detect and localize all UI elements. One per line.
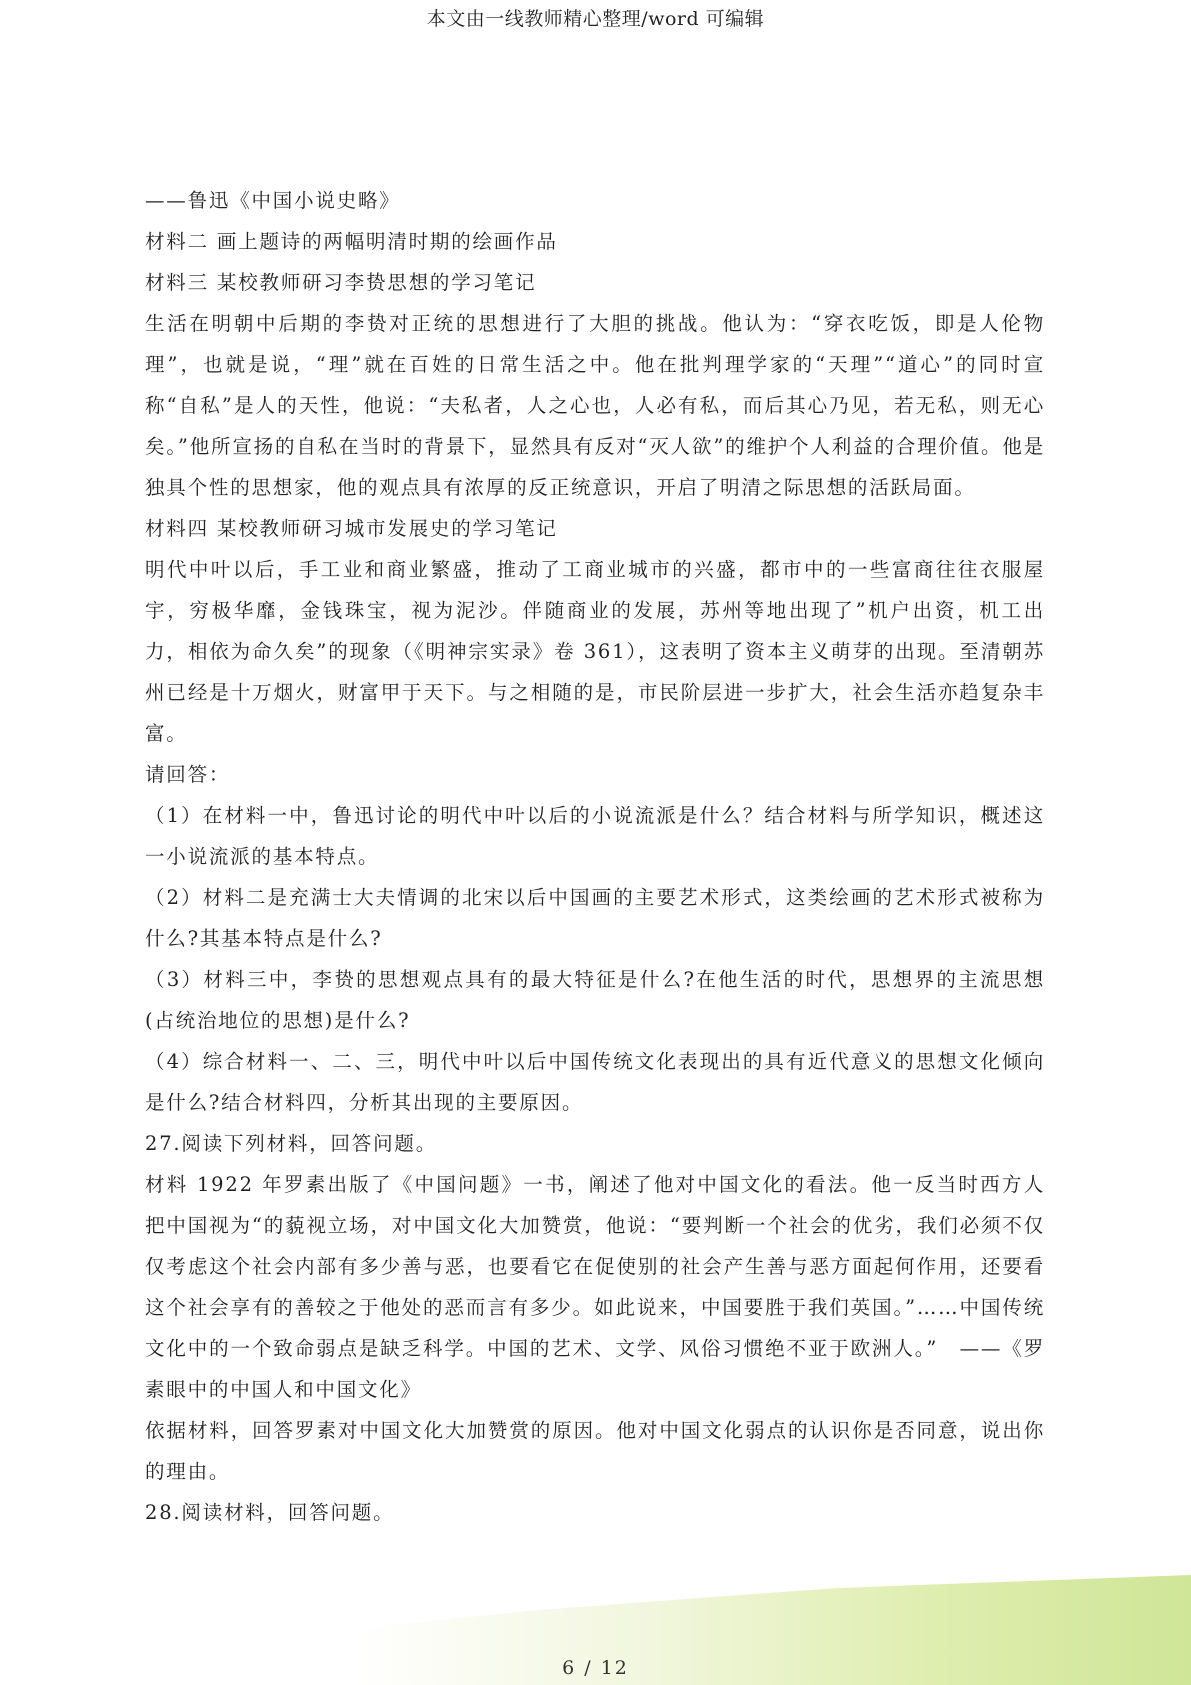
page-header: 本文由一线教师精心整理/word 可编辑 — [426, 8, 765, 30]
question-27-prompt: 依据材料，回答罗素对中国文化大加赞赏的原因。他对中国文化弱点的认识你是否同意，说出你的理由。 — [145, 1419, 1045, 1483]
question-4: （4）综合材料一、二、三，明代中叶以后中国传统文化表现出的具有近代意义的思想文化倾向是什么?结合材料四，分析其出现的主要原因。 — [145, 1050, 1045, 1114]
question-27-heading: 27.阅读下列材料，回答问题。 — [145, 1132, 438, 1155]
material-four-heading: 材料四 某校教师研习城市发展史的学习笔记 — [145, 517, 558, 540]
question-27-material: 材料 1922 年罗素出版了《中国问题》一书，阐述了他对中国文化的看法。他一反当时西方人把中国视为“的藐视立场，对中国文化大加赞赏，他说：“要判断一个社会的优劣，我们必须不仅仅考虑这个社会内部有多少善与恶，也要看它在促使别的社会产生善与恶方面起何作用，还要看这个社会享有的善较之于他处的恶而言有多少。如此说来，中国要胜于我们英国。”……中国传统文化中的一个致命弱点是缺乏科学。中国的艺术、文学、风俗习惯绝不亚于欧洲人。” ——《罗素眼中的中国人和中国文化》 — [145, 1173, 1045, 1401]
question-2: （2）材料二是充满士大夫情调的北宋以后中国画的主要艺术形式，这类绘画的艺术形式被称为什么?其基本特点是什么? — [145, 886, 1045, 950]
question-1: （1）在材料一中，鲁迅讨论的明代中叶以后的小说流派是什么？结合材料与所学知识，概述这一小说流派的基本特点。 — [145, 804, 1045, 868]
page-number: 6 / 12 — [562, 1657, 629, 1679]
material-three-heading: 材料三 某校教师研习李贽思想的学习笔记 — [145, 271, 537, 294]
material-two-heading: 材料二 画上题诗的两幅明清时期的绘画作品 — [145, 230, 558, 253]
question-3: （3）材料三中，李贽的思想观点具有的最大特征是什么?在他生活的时代，思想界的主流思想(占统治地位的思想)是什么? — [145, 968, 1045, 1032]
material-four-body: 明代中叶以后，手工业和商业繁盛，推动了工商业城市的兴盛，都市中的一些富商往往衣服屋宇，穷极华靡，金钱珠宝，视为泥沙。伴随商业的发展，苏州等地出现了”机户出资，机工出力，相依为命久矣”的现象（《明神宗实录》卷 361），这表明了资本主义萌芽的出现。至清朝苏州已经是十万烟火，财富甲于天下。与之相随的是，市民阶层进一步扩大，社会生活亦趋复杂丰富。 — [145, 558, 1045, 745]
document-body — [145, 180, 1045, 1533]
answer-prompt: 请回答： — [145, 763, 231, 786]
material-three-body: 生活在明朝中后期的李贽对正统的思想进行了大胆的挑战。他认为：“穿衣吃饭，即是人伦物理”，也就是说，“理”就在百姓的日常生活之中。他在批判理学家的“天理”“道心”的同时宣称“自私”是人的天性，他说：“夫私者，人之心也，人必有私，而后其心乃见，若无私，则无心矣。”他所宣扬的自私在当时的背景下，显然具有反对“灭人欲”的维护个人利益的合理价值。他是独具个性的思想家，他的观点具有浓厚的反正统意识，开启了明清之际思想的活跃局面。 — [145, 312, 1045, 499]
question-28-heading: 28.阅读材料，回答问题。 — [145, 1501, 395, 1524]
source-citation: ——鲁迅《中国小说史略》 — [145, 189, 401, 212]
